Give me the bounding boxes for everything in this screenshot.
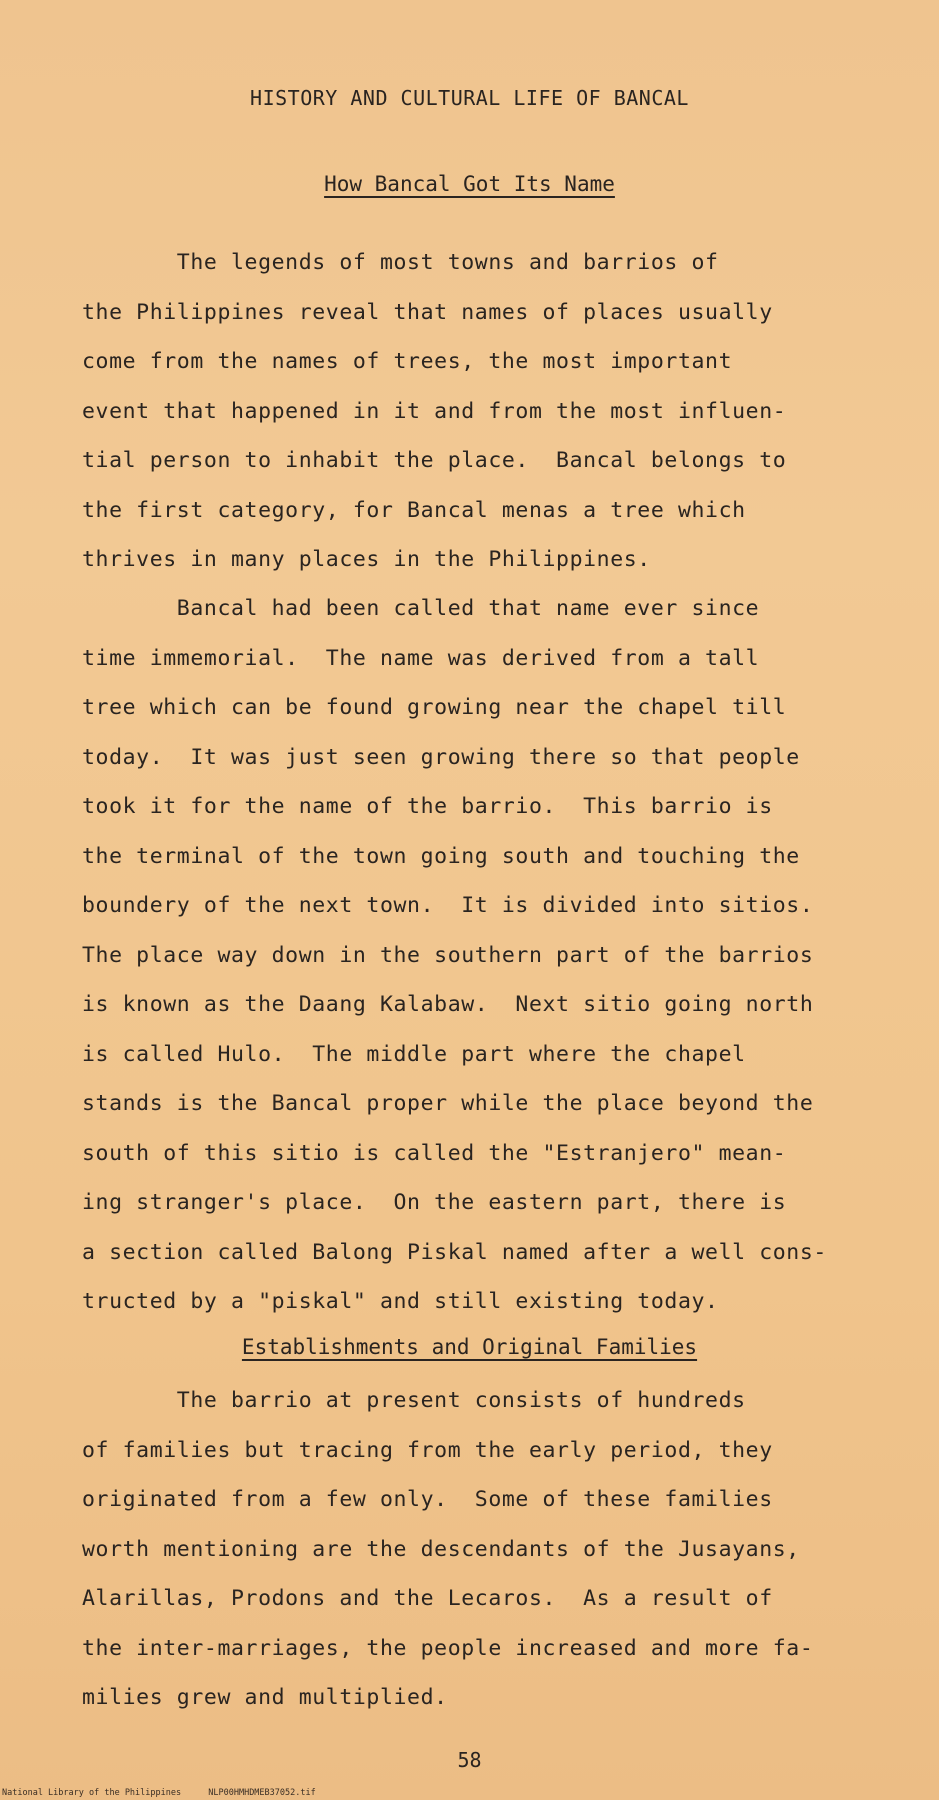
text-line: a section called Balong Piskal named after a well cons-: [82, 1239, 827, 1265]
paragraph-bancal-name: [82, 584, 882, 1327]
text-line: took it for the name of the barrio. This barrio is: [82, 794, 773, 819]
text-line: south of this sitio is called the "Estranjero" mean-: [82, 1140, 787, 1166]
document-title: HISTORY AND CULTURAL LIFE OF BANCAL: [250, 86, 689, 110]
text-line: event that happened in it and from the most influen-: [82, 398, 787, 424]
text-line: The barrio at present consists of hundreds: [82, 1388, 746, 1413]
text-line: is known as the Daang Kalabaw. Next sitio going north: [82, 992, 814, 1017]
section-heading-name-origin: [0, 172, 939, 196]
text-line: Bancal had been called that name ever since: [82, 596, 760, 621]
section-heading-text: Establishments and Original Families: [241, 1335, 698, 1359]
text-line: stands is the Bancal proper while the place beyond the: [82, 1091, 814, 1116]
text-line: The place way down in the southern part of the barrios: [82, 942, 814, 968]
text-line: the Philippines reveal that names of places usually: [82, 299, 773, 325]
text-line: milies grew and multiplied.: [82, 1685, 448, 1710]
paragraph-legends: [82, 238, 882, 585]
section-heading-establishments: [0, 1335, 939, 1359]
text-line: Alarillas, Prodons and the Lecaros. As a result of: [82, 1586, 773, 1611]
footer-library: National Library of the Philippines: [2, 1788, 182, 1798]
section-heading-text: How Bancal Got Its Name: [324, 172, 615, 196]
text-line: come from the names of trees, the most important: [82, 349, 733, 374]
text-line: the inter-marriages, the people increased and more fa-: [82, 1635, 814, 1661]
text-line: worth mentioning are the descendants of the Jusayans,: [82, 1536, 800, 1562]
text-line: The legends of most towns and barrios of: [82, 250, 719, 275]
text-line: originated from a few only. Some of these families: [82, 1487, 773, 1512]
text-line: of families but tracing from the early period, they: [82, 1437, 773, 1463]
text-line: the terminal of the town going south and touching the: [82, 843, 800, 869]
text-line: thrives in many places in the Philippines.: [82, 547, 651, 572]
text-line: boundery of the next town. It is divided into sitios.: [82, 893, 814, 918]
text-line: the first category, for Bancal menas a tree which: [82, 497, 746, 523]
footer-filename: NLP00HMHDMEB37052.tif: [208, 1788, 316, 1798]
scan-footer: [2, 1788, 338, 1798]
text-line: tructed by a "piskal" and still existing today.: [82, 1289, 719, 1314]
text-line: ing stranger's place. On the eastern part, there is: [82, 1190, 787, 1215]
paragraph-families: [82, 1376, 882, 1723]
text-line: time immemorial. The name was derived from a tall: [82, 645, 760, 671]
text-line: today. It was just seen growing there so that people: [82, 744, 800, 770]
page-number: 58: [457, 1748, 482, 1772]
text-line: tial person to inhabit the place. Bancal belongs to: [82, 448, 787, 473]
text-line: is called Hulo. The middle part where the chapel: [82, 1041, 746, 1067]
text-line: tree which can be found growing near the chapel till: [82, 695, 787, 720]
